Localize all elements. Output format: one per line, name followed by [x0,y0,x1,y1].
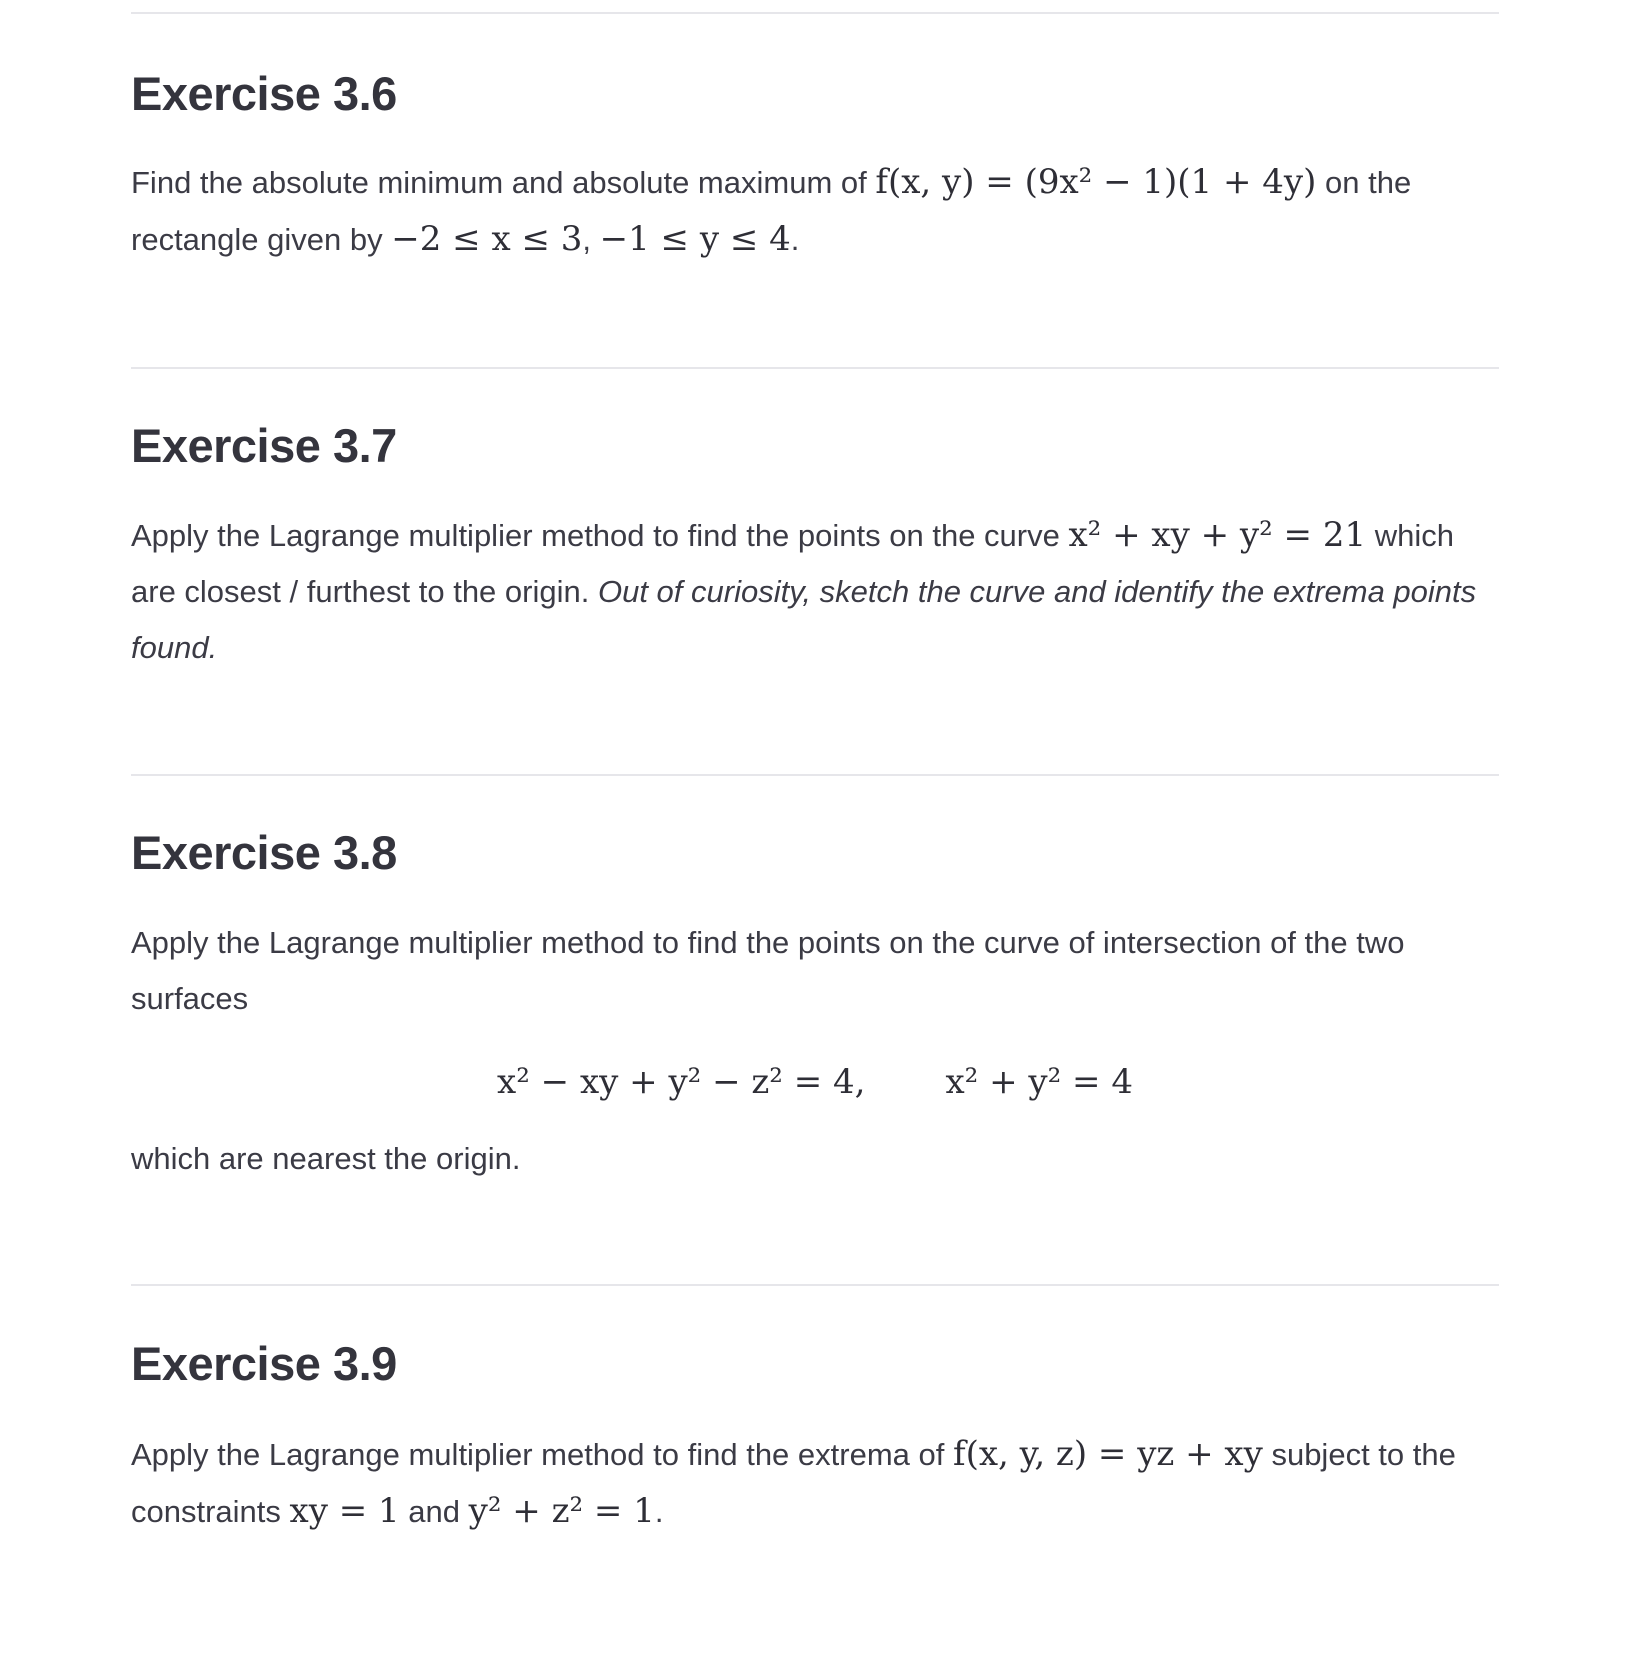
text-segment: Find the absolute minimum and absolute maximum of [131,165,867,200]
math-expression: −1 ≤ y ≤ 4 [599,219,791,259]
exercise-heading: Exercise 3.9 [131,1337,397,1390]
divider [131,774,1499,776]
exercise-text [131,507,1499,676]
exercise-heading: Exercise 3.8 [131,826,397,879]
italic-note: Out of curiosity, sketch the curve and identify the extrema points found. [131,574,1477,665]
text-segment: and [408,1494,461,1529]
separator: , [582,222,591,257]
text-segment: subject to the constraints [131,1437,1456,1529]
sentence-end: . [654,1494,664,1529]
exercise-text [131,154,1499,268]
math-expression: xy = 1 [289,1491,400,1531]
equation-left: x² − xy + y² − z² = 4, [497,1062,866,1102]
exercise-heading: Exercise 3.7 [131,419,397,472]
text-segment: Apply the Lagrange multiplier method to find the points on the curve [131,518,1060,553]
text-segment: Apply the Lagrange multiplier method to find the extrema of [131,1437,945,1472]
display-equation [131,1054,1499,1110]
exercise-heading: Exercise 3.6 [131,67,397,120]
divider [131,1284,1499,1286]
math-expression: x² + xy + y² = 21 [1068,515,1367,555]
text-segment: which are closest / furthest to the origin. [131,518,1454,609]
math-expression: y² + z² = 1 [468,1491,655,1531]
text-segment: on the rectangle given by [131,165,1412,257]
equation-right: x² + y² = 4 [945,1062,1133,1102]
math-expression: −2 ≤ x ≤ 3 [391,219,583,259]
math-expression: f(x, y, z) = yz + xy [952,1434,1263,1474]
exercise-text: which are nearest the origin. [131,1141,521,1176]
divider [131,367,1499,369]
sentence-end: . [790,222,800,257]
math-expression: f(x, y) = (9x² − 1)(1 + 4y) [875,162,1317,202]
exercise-text [131,1426,1499,1540]
divider [131,12,1499,14]
exercise-text: Apply the Lagrange multiplier method to find the points on the curve of intersection of the two surfaces [131,925,1405,1016]
